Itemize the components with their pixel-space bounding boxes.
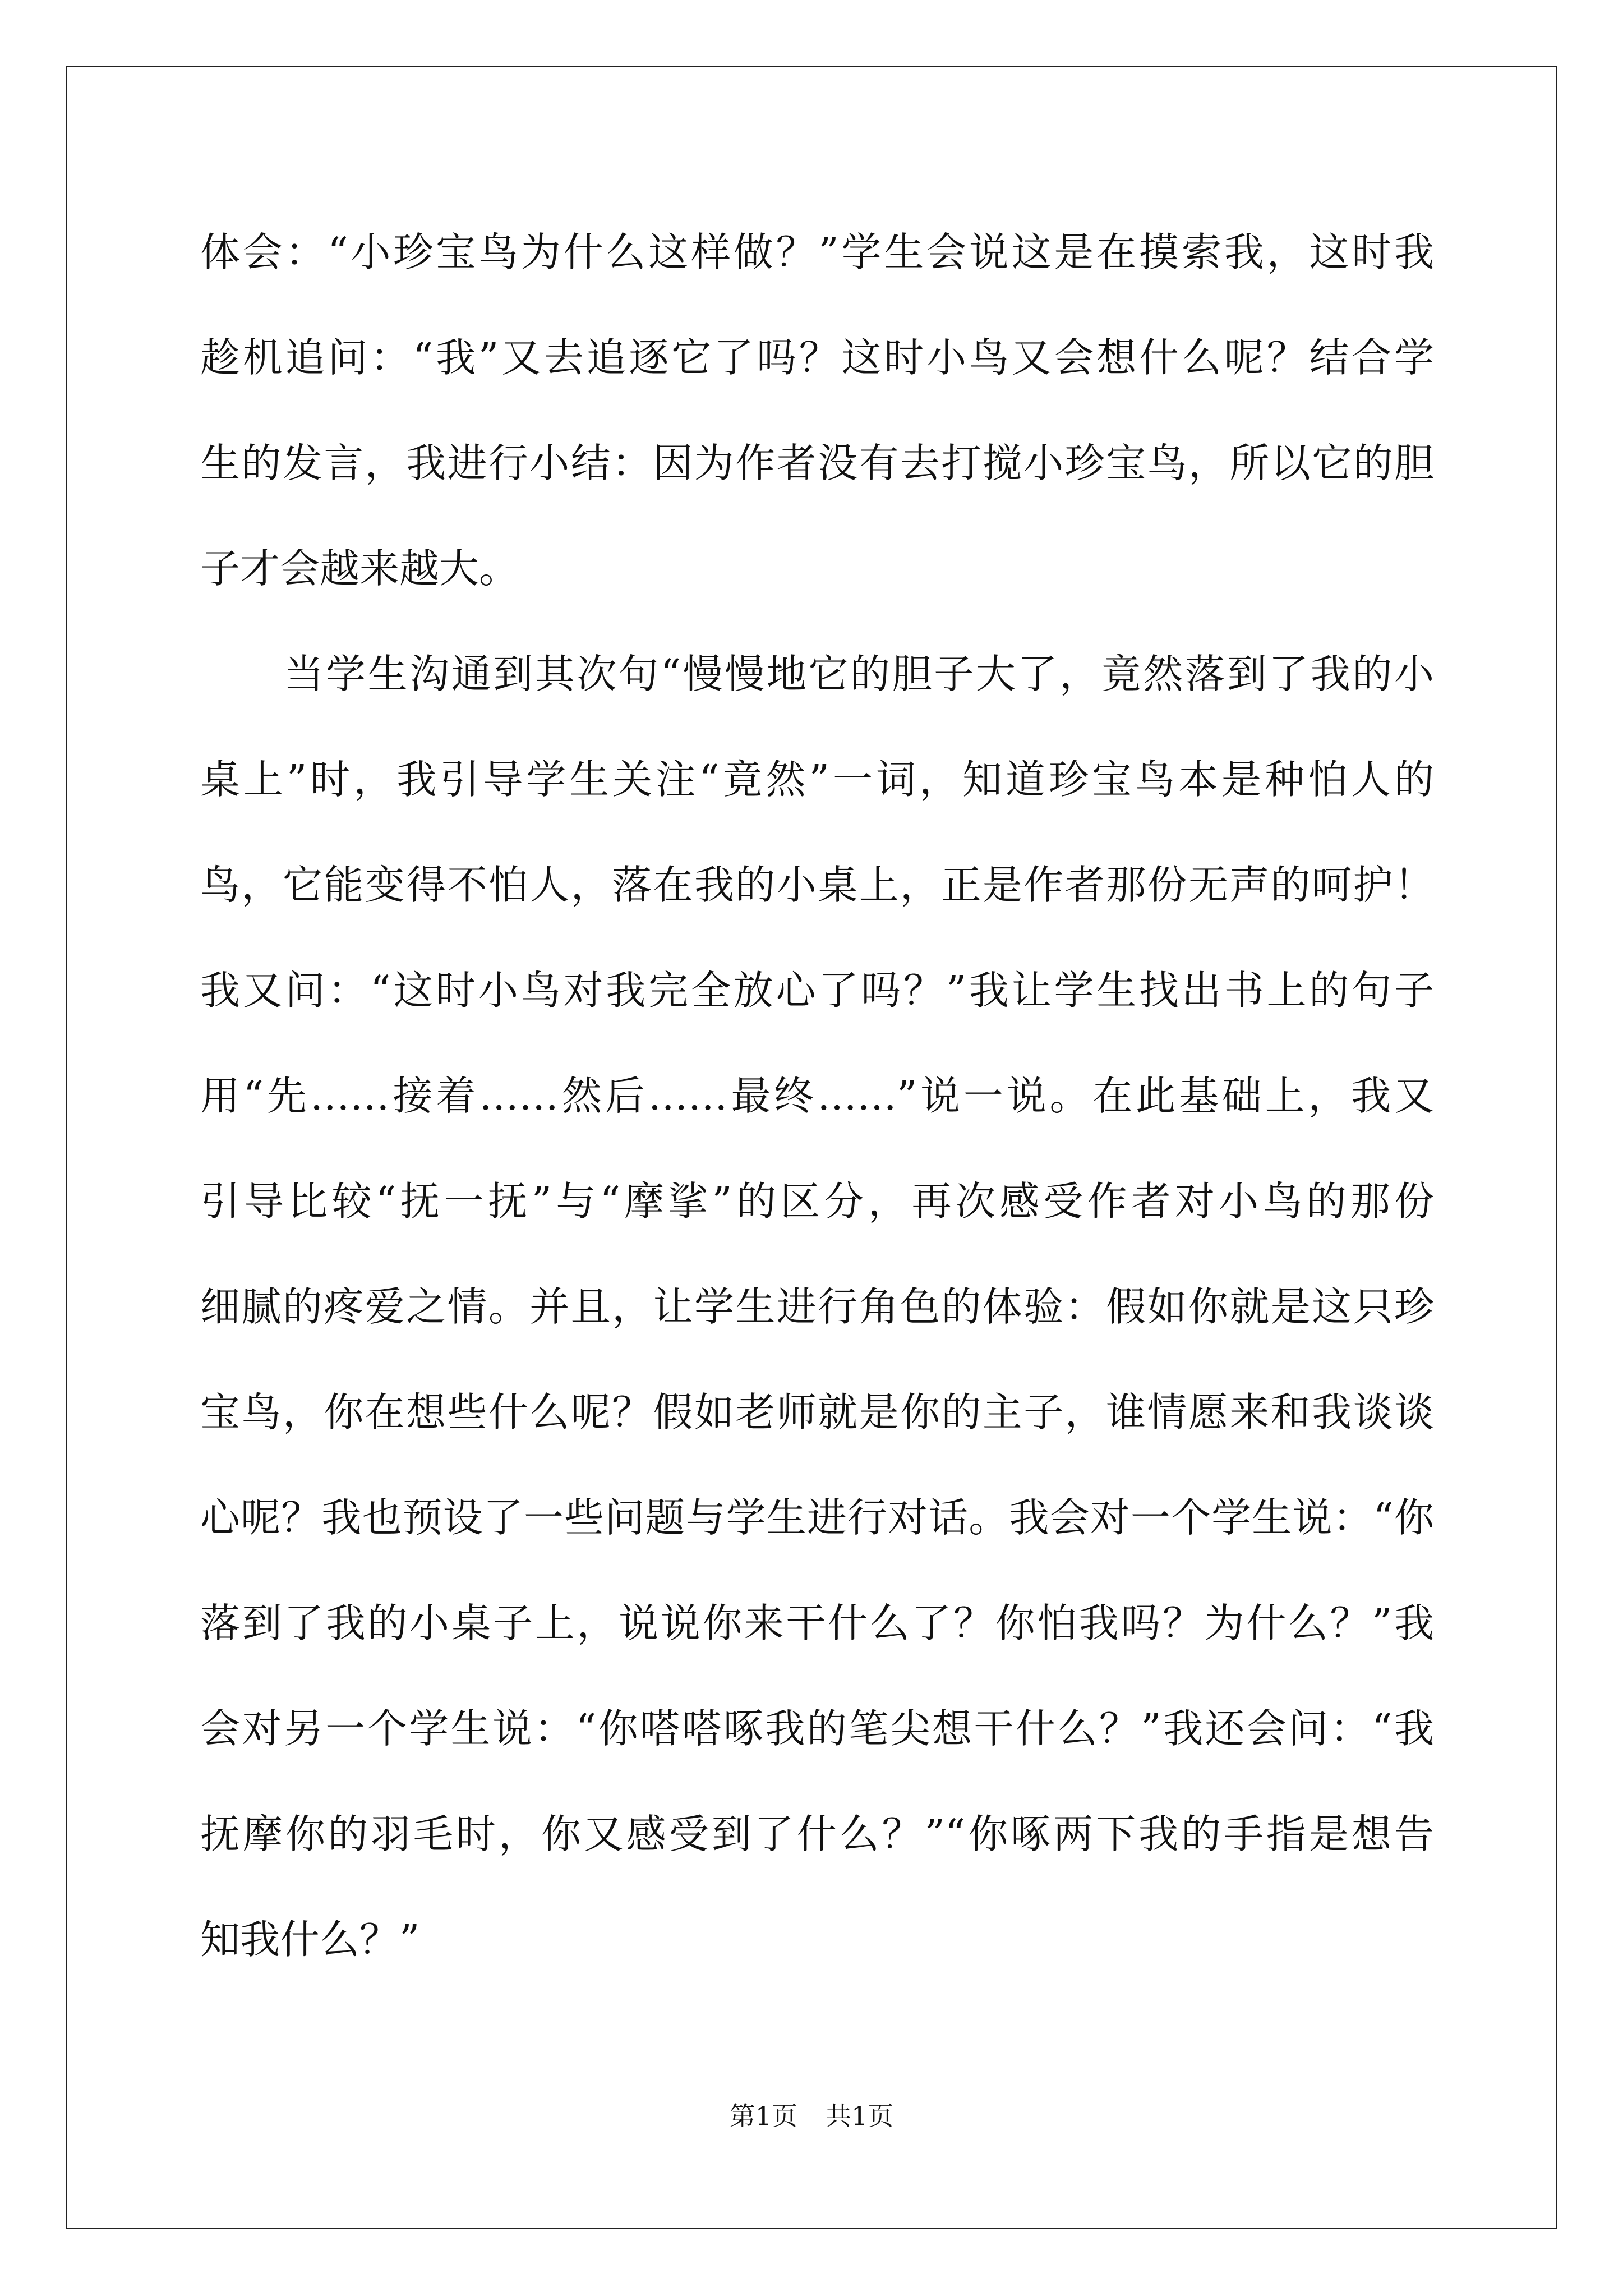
text-line-4: 子才会越来越大。: [200, 545, 519, 592]
text-line-9: 用“先……接着……然后……最终……”说一说。在此基础上，我又: [200, 1073, 1434, 1119]
text-line-1: 体会：“小珍宝鸟为什么这样做？”学生会说这是在摸索我，这时我: [200, 229, 1434, 275]
text-line-2: 趁机追问：“我”又去追逐它了吗？这时小鸟又会想什么呢？结合学: [200, 334, 1434, 381]
page-footer: [0, 2099, 1623, 2133]
text-line-12: 宝鸟，你在想些什么呢？假如老师就是你的主子，谁情愿来和我谈谈: [200, 1389, 1434, 1435]
page-number: 第1页: [729, 2101, 797, 2131]
text-line-6: 桌上”时，我引导学生关注“竟然”一词，知道珍宝鸟本是种怕人的: [200, 756, 1434, 803]
document-body: [200, 210, 1434, 2003]
text-line-14: 落到了我的小桌子上，说说你来干什么了？你怕我吗？为什么？”我: [200, 1600, 1434, 1646]
text-line-10: 引导比较“抚一抚”与“摩挲”的区分，再次感受作者对小鸟的那份: [200, 1178, 1434, 1225]
page-total: 共1页: [826, 2101, 894, 2131]
text-line-3: 生的发言，我进行小结：因为作者没有去打搅小珍宝鸟，所以它的胆: [200, 440, 1434, 486]
text-line-17: 知我什么？”: [200, 1916, 420, 1963]
text-line-7: 鸟，它能变得不怕人，落在我的小桌上，正是作者那份无声的呵护！: [200, 862, 1434, 908]
text-line-11: 细腻的疼爱之情。并且，让学生进行角色的体验：假如你就是这只珍: [200, 1283, 1434, 1330]
text-line-8: 我又问：“这时小鸟对我完全放心了吗？”我让学生找出书上的句子: [200, 967, 1434, 1014]
text-line-13: 心呢？我也预设了一些问题与学生进行对话。我会对一个学生说：“你: [200, 1494, 1434, 1541]
text-line-15: 会对另一个学生说：“你嗒嗒啄我的笔尖想干什么？”我还会问：“我: [200, 1705, 1434, 1752]
text-line-5: 当学生沟通到其次句“慢慢地它的胆子大了，竟然落到了我的小: [200, 651, 1434, 697]
text-line-16: 抚摩你的羽毛时，你又感受到了什么？”“你啄两下我的手指是想告: [200, 1811, 1434, 1857]
